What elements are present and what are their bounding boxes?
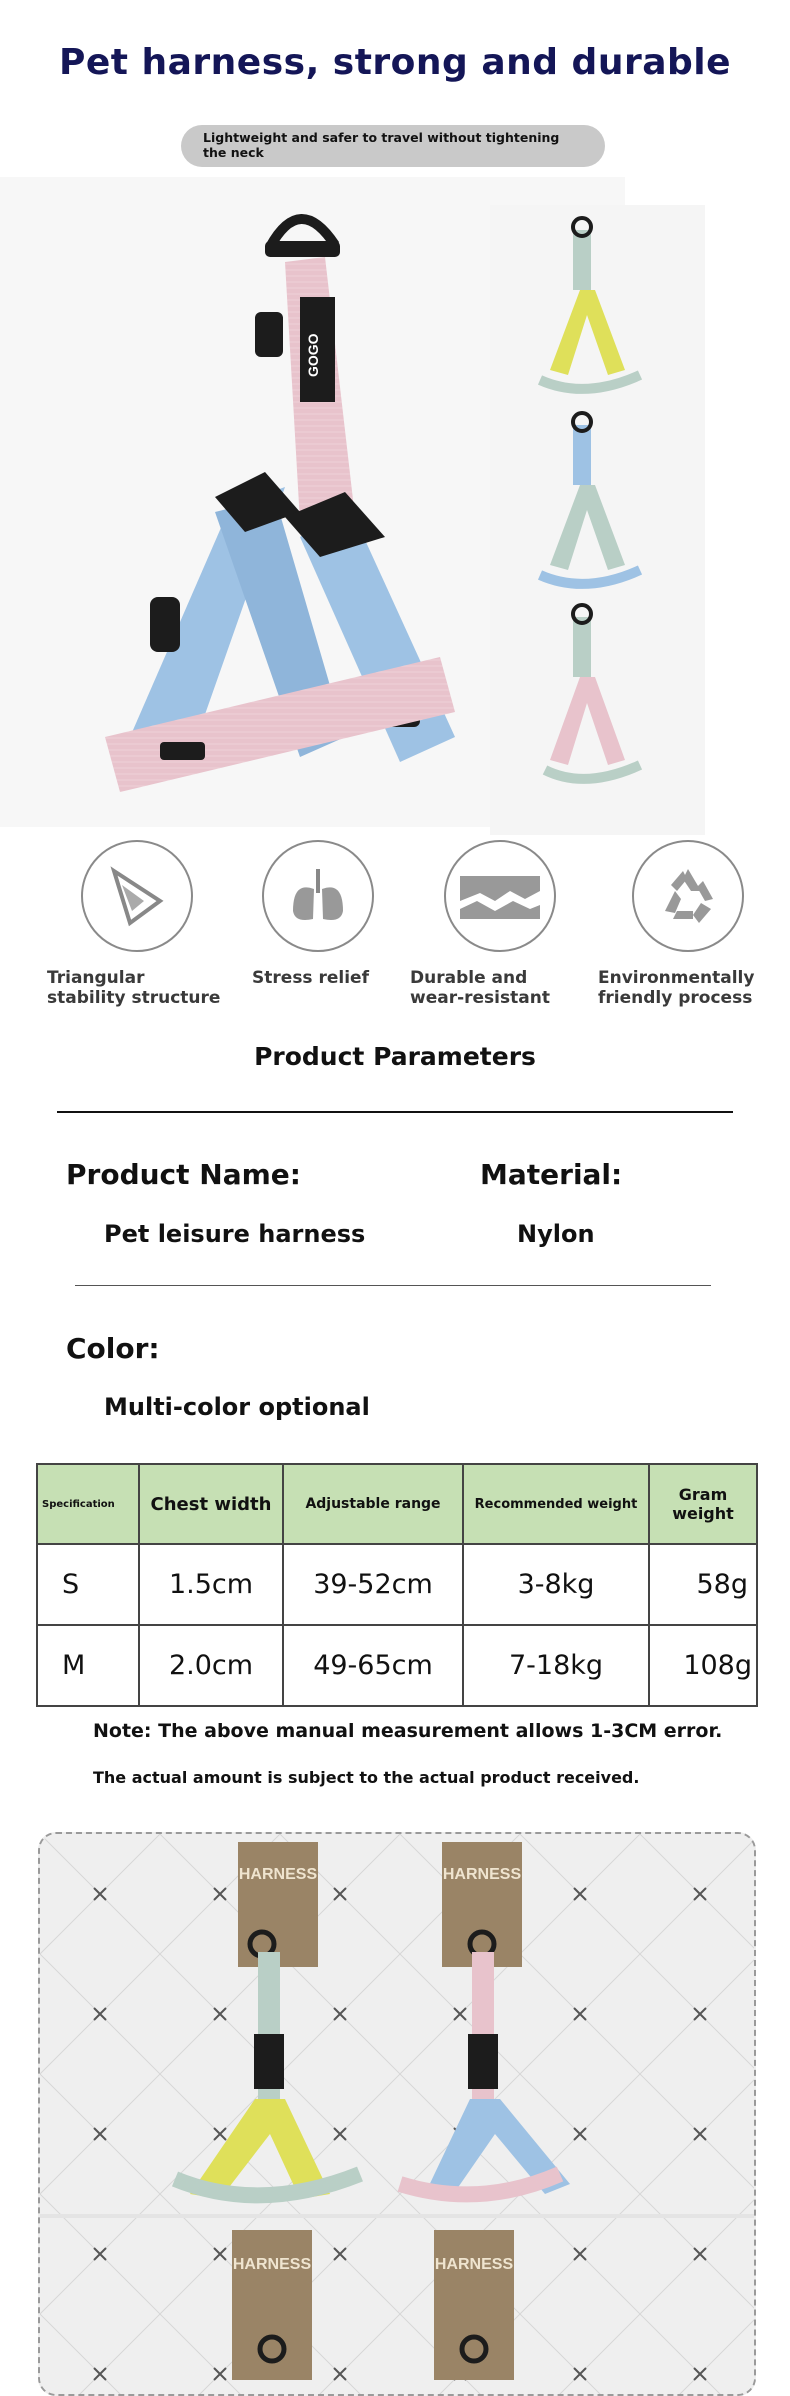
table-cell: 49-65cm xyxy=(283,1625,463,1706)
table-header-cell: Specification xyxy=(37,1464,139,1544)
section-title: Product Parameters xyxy=(254,1042,536,1071)
feature-label: Durable and wear-resistant xyxy=(410,968,550,1008)
color-value: Multi-color optional xyxy=(104,1393,370,1421)
table-header-cell: Recommended weight xyxy=(463,1464,649,1544)
feature-stress-relief xyxy=(228,840,403,988)
yellow-variant-thumbnail[interactable] xyxy=(540,218,640,389)
package-card xyxy=(434,2230,514,2380)
pink-variant-thumbnail[interactable] xyxy=(545,605,640,779)
blue-variant-thumbnail[interactable] xyxy=(540,413,640,584)
torn-fabric-icon xyxy=(444,840,556,952)
table-cell: 7-18kg xyxy=(463,1625,649,1706)
color-variant-thumbnails xyxy=(490,205,705,835)
product-gallery xyxy=(38,1832,756,2396)
table-cell: 58g xyxy=(649,1544,757,1625)
lungs-icon xyxy=(262,840,374,952)
brand-tag-text: GOGO xyxy=(305,333,321,377)
table-row xyxy=(37,1544,757,1625)
table-cell: M xyxy=(37,1625,139,1706)
package-label: HARNESS xyxy=(434,2256,514,2273)
table-header-cell: Adjustable range xyxy=(283,1464,463,1544)
feature-label: Stress relief xyxy=(252,968,369,988)
recycle-icon xyxy=(632,840,744,952)
divider xyxy=(75,1285,711,1286)
harness-triangle-icon xyxy=(81,840,193,952)
table-header-cell: Gram weight xyxy=(649,1464,757,1544)
package-label: HARNESS xyxy=(232,2256,312,2273)
feature-triangular-stability xyxy=(47,840,222,1008)
divider xyxy=(57,1111,733,1113)
table-cell: 3-8kg xyxy=(463,1544,649,1625)
table-row xyxy=(37,1625,757,1706)
measurement-note: Note: The above manual measurement allows 1-3CM error. xyxy=(93,1720,723,1742)
package-label: HARNESS xyxy=(442,1866,522,1883)
table-header-row xyxy=(37,1464,757,1544)
feature-label: Triangular stability structure xyxy=(47,968,221,1008)
table-cell: 39-52cm xyxy=(283,1544,463,1625)
table-header-cell: Chest width xyxy=(139,1464,283,1544)
table-cell: 108g xyxy=(649,1625,757,1706)
size-spec-table xyxy=(36,1463,758,1707)
feature-eco-friendly xyxy=(598,840,773,1008)
package-card xyxy=(232,2230,312,2380)
table-cell: S xyxy=(37,1544,139,1625)
table-cell: 1.5cm xyxy=(139,1544,283,1625)
subtitle-badge: Lightweight and safer to travel without tightening the neck xyxy=(181,125,605,167)
material-label: Material: xyxy=(480,1158,623,1191)
package-label: HARNESS xyxy=(238,1866,318,1883)
page-title: Pet harness, strong and durable xyxy=(58,42,732,83)
feature-label: Environmentally friendly process xyxy=(598,968,755,1008)
material-value: Nylon xyxy=(517,1220,595,1248)
product-note: The actual amount is subject to the actual product received. xyxy=(93,1768,640,1787)
product-name-value: Pet leisure harness xyxy=(104,1220,366,1248)
product-name-label: Product Name: xyxy=(66,1158,301,1191)
feature-durable xyxy=(410,840,585,1008)
color-label: Color: xyxy=(66,1332,160,1365)
table-cell: 2.0cm xyxy=(139,1625,283,1706)
